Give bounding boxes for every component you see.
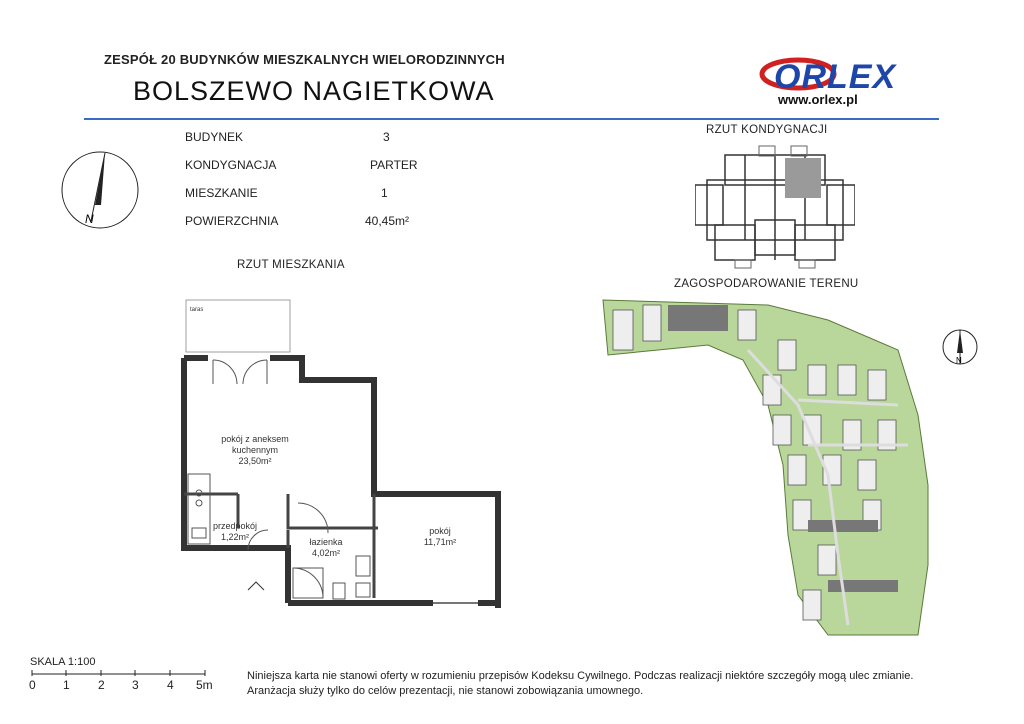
entrance-arrow-icon: [248, 582, 264, 590]
scale-tick-2: 2: [98, 678, 105, 692]
project-title: BOLSZEWO NAGIETKOWA: [133, 76, 495, 106]
highlighted-unit: [785, 158, 821, 198]
project-subtitle: ZESPÓŁ 20 BUDYNKÓW MIESZKALNYCH WIELORODZINNYCH: [104, 52, 505, 67]
logo-url[interactable]: www.orlex.pl: [778, 92, 858, 107]
site-plan-drawing: [598, 295, 938, 640]
scale-tick-0: 0: [29, 678, 36, 692]
scale-tick-4: 4: [167, 678, 174, 692]
storey-plan-title: RZUT KONDYGNACJI: [706, 124, 828, 136]
info-label-powierzchnia: POWIERZCHNIA: [185, 214, 279, 228]
compass-n-label: N: [85, 212, 94, 226]
room-label-room: pokój 11,71m²: [423, 526, 457, 547]
info-value-kondygnacja: PARTER: [370, 158, 418, 172]
room-label-hall: przedpokój 1,22m²: [212, 521, 258, 542]
info-value-powierzchnia: 40,45m²: [365, 214, 410, 228]
scale-label: SKALA 1:100: [30, 656, 96, 668]
terrace-label: taras: [190, 307, 204, 313]
site-compass-n-label: N: [956, 356, 962, 365]
scale-tick-5: 5m: [196, 678, 213, 692]
storey-plan-drawing: [695, 140, 855, 270]
room-label-bath: łazienka 4,02m²: [309, 537, 343, 558]
scale-tick-1: 1: [63, 678, 70, 692]
info-label-kondygnacja: KONDYGNACJA: [185, 158, 277, 172]
room-label-living: pokój z aneksem kuchennym 23,50m²: [221, 434, 289, 466]
site-plan-title: ZAGOSPODAROWANIE TERENU: [674, 278, 859, 290]
floor-plan-title: RZUT MIESZKANIA: [237, 259, 345, 271]
kitchen-counter: [188, 474, 210, 544]
info-label-budynek: BUDYNEK: [185, 130, 244, 144]
compass-icon: [55, 145, 145, 235]
scale-tick-3: 3: [132, 678, 139, 692]
scale-bar: [30, 668, 210, 678]
site-compass-icon: [940, 327, 980, 367]
info-label-mieszkanie: MIESZKANIE: [185, 186, 258, 200]
logo-brand-text: ORLEX: [774, 58, 897, 96]
disclaimer-line-2: Aranżacja służy tylko do celów prezentacji, nie stanowi zobowiązania umownego.: [247, 685, 644, 697]
disclaimer-line-1: Niniejsza karta nie stanowi oferty w rozumieniu przepisów Kodeksu Cywilnego. Podczas realizacji niektóre szczegóły mogą ulec zmianie.: [247, 670, 914, 682]
info-value-mieszkanie: 1: [381, 186, 388, 200]
disclaimer: [247, 669, 913, 699]
header-divider: [84, 118, 939, 120]
orlex-logo[interactable]: [758, 56, 943, 106]
info-value-budynek: 3: [383, 130, 390, 144]
